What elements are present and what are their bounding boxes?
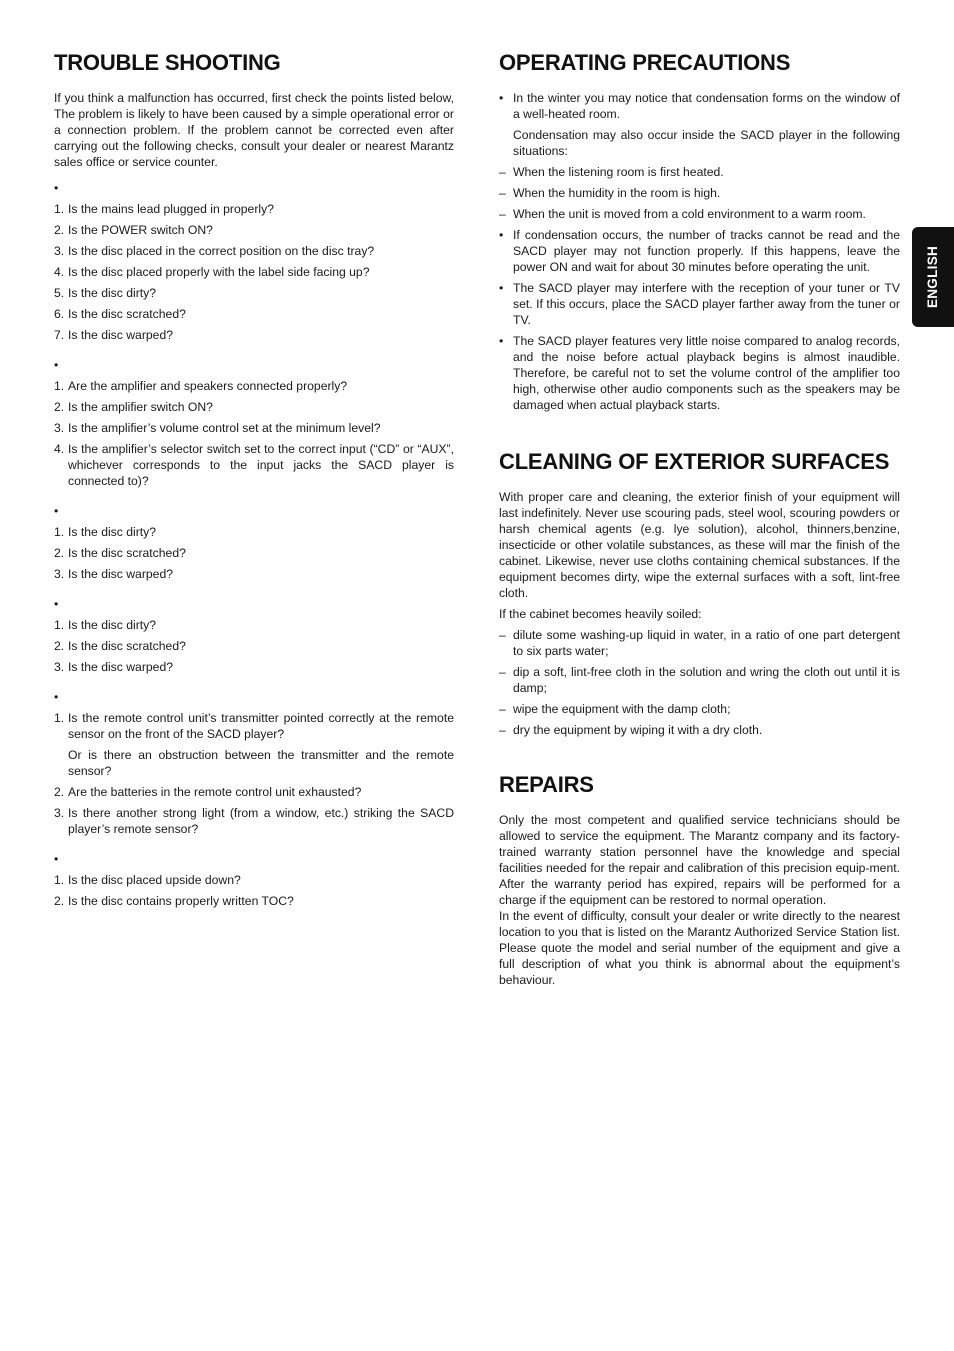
check-item-number: 2.	[54, 546, 65, 560]
cleaning-step	[499, 722, 900, 738]
precaution-item	[499, 185, 900, 201]
check-item-text: Is the disc warped?	[68, 328, 174, 342]
cleaning-title: CLEANING OF EXTERIOR SURFACES	[499, 449, 890, 474]
cleaning-section	[499, 449, 900, 738]
check-item-number: 2.	[54, 400, 65, 414]
repairs-paragraph-1: Only the most competent and qualified service technicians should be allowed to service the equipment. The Marantz company and its factory-trained warranty station personnel have the knowledge and special facilities needed for the repair and calibration of this precision equip-ment. After the warranty period has expired, repairs will be performed for a charge if the equipment can be restored to normal operation.	[499, 813, 900, 907]
bullet-icon: •	[54, 504, 59, 518]
precaution-item	[499, 333, 900, 413]
check-item-text: Is the disc warped?	[68, 660, 174, 674]
check-item-number: 1.	[54, 525, 65, 539]
bullet-icon: •	[499, 228, 504, 242]
check-item-number: 1.	[54, 379, 65, 393]
check-item-text: Is the mains lead plugged in properly?	[68, 202, 274, 216]
precaution-item	[499, 164, 900, 180]
check-group-bullet	[54, 180, 454, 196]
cleaning-step-text: dilute some washing-up liquid in water, in a ratio of one part detergent to six parts water;	[513, 628, 900, 658]
check-item-text: Are the batteries in the remote control unit exhausted?	[68, 785, 362, 799]
check-item-note: Or is there an obstruction between the transmitter and the remote sensor?	[68, 748, 454, 778]
bullet-icon: •	[499, 91, 504, 105]
check-item-text: Is the disc scratched?	[68, 639, 186, 653]
check-item-number: 2.	[54, 639, 65, 653]
check-item	[54, 784, 454, 800]
cleaning-step-text: wipe the equipment with the damp cloth;	[513, 702, 731, 716]
operating-precautions-title: OPERATING PRECAUTIONS	[499, 50, 791, 75]
precaution-text: When the unit is moved from a cold environment to a warm room.	[513, 207, 866, 221]
check-item-text: Is the disc dirty?	[68, 286, 157, 300]
check-group-bullet	[54, 689, 454, 705]
dash-icon: –	[499, 702, 506, 716]
check-item-number: 3.	[54, 244, 65, 258]
precaution-text: In the winter you may notice that condensation forms on the window of a well-heated room.	[513, 91, 900, 121]
check-item	[54, 378, 454, 394]
trouble-check-groups	[54, 180, 454, 909]
check-item-text: Is there another strong light (from a window, etc.) striking the SACD player’s remote sensor?	[68, 806, 454, 836]
check-item-text: Is the disc scratched?	[68, 546, 186, 560]
check-item	[54, 659, 454, 675]
language-tab	[912, 227, 954, 327]
precaution-text: When the humidity in the room is high.	[513, 186, 721, 200]
check-item-number: 5.	[54, 286, 65, 300]
bullet-icon: •	[54, 852, 59, 866]
precaution-item	[499, 227, 900, 275]
check-item-text: Is the amplifier’s volume control set at the minimum level?	[68, 421, 381, 435]
bullet-icon: •	[54, 690, 59, 704]
cleaning-paragraph-1: With proper care and cleaning, the exterior finish of your equipment will last indefinitely. Never use scouring pads, steel wool, scouring powders or harsh chemical agents (e.g. lye solution), alcohol, thinners,benzine, insecticide or other volatile substances, as these will mar the finish of the cabinet. Likewise, never use cloths containing chemical substances. If the equipment becomes dirty, wipe the external surfaces with a soft, lint-free cloth.	[499, 490, 900, 600]
cleaning-step-text: dry the equipment by wiping it with a dry cloth.	[513, 723, 763, 737]
check-item	[54, 638, 454, 654]
check-item	[54, 545, 454, 561]
check-item	[54, 893, 454, 909]
check-item	[54, 710, 454, 779]
bullet-icon: •	[499, 281, 504, 295]
language-tab-label: ENGLISH	[925, 245, 941, 309]
precaution-text: The SACD player features very little noise compared to analog records, and the noise before actual playback begins is almost inaudible. Therefore, be careful not to set the volume control of the amplifier too high, otherwise other audio components such as the speakers may be damaged when actual playback starts.	[513, 334, 900, 412]
check-item	[54, 264, 454, 280]
check-item-text: Is the disc scratched?	[68, 307, 186, 321]
precaution-item	[499, 90, 900, 122]
check-item	[54, 617, 454, 633]
precaution-text: When the listening room is first heated.	[513, 165, 724, 179]
trouble-shooting-intro: If you think a malfunction has occurred, first check the points listed below, The problem is likely to have been caused by a simple operational error or a connection problem. If the problem cannot be corrected even after carrying out the following checks, consult your dealer or nearest Marantz sales office or service counter.	[54, 91, 454, 169]
trouble-shooting-title: TROUBLE SHOOTING	[54, 50, 281, 75]
check-item-number: 4.	[54, 265, 65, 279]
repairs-paragraph-2: In the event of difficulty, consult your dealer or write directly to the nearest location to you that is listed on the Marantz Authorized Service Station list. Please quote the model and serial number of the equipment and give a full description of what you think is abnormal about the equipment’s behaviour.	[499, 909, 900, 987]
operating-precautions-section	[499, 50, 900, 413]
dash-icon: –	[499, 186, 506, 200]
check-item-number: 3.	[54, 421, 65, 435]
left-column	[54, 50, 454, 914]
repairs-title: REPAIRS	[499, 772, 594, 797]
check-item-text: Is the disc contains properly written TOC?	[68, 894, 294, 908]
check-item	[54, 420, 454, 436]
check-item	[54, 222, 454, 238]
trouble-shooting-section	[54, 50, 454, 909]
check-item-number: 6.	[54, 307, 65, 321]
check-item-number: 1.	[54, 711, 65, 725]
cleaning-steps-list	[499, 627, 900, 738]
cleaning-step-text: dip a soft, lint-free cloth in the solution and wring the cloth out until it is damp;	[513, 665, 900, 695]
dash-icon: –	[499, 207, 506, 221]
check-item-text: Is the disc placed properly with the label side facing up?	[68, 265, 370, 279]
check-item-number: 2.	[54, 223, 65, 237]
check-item-text: Is the disc dirty?	[68, 525, 157, 539]
check-group-bullet	[54, 851, 454, 867]
check-item-number: 1.	[54, 202, 65, 216]
precautions-list	[499, 90, 900, 413]
check-item	[54, 306, 454, 322]
check-item-number: 1.	[54, 873, 65, 887]
check-item-number: 7.	[54, 328, 65, 342]
check-item-number: 4.	[54, 442, 65, 456]
check-item	[54, 805, 454, 837]
precaution-text: The SACD player may interfere with the reception of your tuner or TV set. If this occurs, place the SACD player farther away from the tuner or TV.	[513, 281, 900, 327]
check-item-text: Is the disc placed in the correct position on the disc tray?	[68, 244, 375, 258]
bullet-icon: •	[54, 358, 59, 372]
check-item	[54, 872, 454, 888]
check-item-text: Is the remote control unit’s transmitter pointed correctly at the remote sensor on the front of the SACD player?	[68, 711, 454, 741]
check-item-number: 1.	[54, 618, 65, 632]
check-item-text: Is the POWER switch ON?	[68, 223, 213, 237]
repairs-section	[499, 772, 900, 988]
check-item-text: Is the amplifier switch ON?	[68, 400, 213, 414]
bullet-icon: •	[499, 334, 504, 348]
check-item	[54, 201, 454, 217]
check-item-text: Is the disc warped?	[68, 567, 174, 581]
check-item-text: Is the disc dirty?	[68, 618, 157, 632]
check-item-text: Is the amplifier’s selector switch set to the correct input (“CD” or “AUX”, whichever corresponds to the input jacks the SACD player is connected to)?	[68, 442, 454, 488]
check-group-bullet	[54, 596, 454, 612]
check-item-number: 2.	[54, 894, 65, 908]
dash-icon: –	[499, 628, 506, 642]
cleaning-paragraph-2: If the cabinet becomes heavily soiled:	[499, 607, 702, 621]
check-item	[54, 285, 454, 301]
right-column	[499, 50, 900, 993]
check-item	[54, 441, 454, 489]
precaution-text: If condensation occurs, the number of tracks cannot be read and the SACD player may not function properly. If this happens, leave the power ON and wait for about 30 minutes before operating the unit.	[513, 228, 900, 274]
check-item-text: Is the disc placed upside down?	[68, 873, 241, 887]
check-item-number: 2.	[54, 785, 65, 799]
precaution-note: Condensation may also occur inside the SACD player in the following situations:	[513, 128, 900, 158]
bullet-icon: •	[54, 181, 59, 195]
check-item-number: 3.	[54, 806, 65, 820]
dash-icon: –	[499, 665, 506, 679]
check-group-bullet	[54, 503, 454, 519]
cleaning-step	[499, 627, 900, 659]
dash-icon: –	[499, 723, 506, 737]
check-item-text: Are the amplifier and speakers connected properly?	[68, 379, 348, 393]
check-item	[54, 243, 454, 259]
precaution-item	[499, 206, 900, 222]
check-group-bullet	[54, 357, 454, 373]
check-item-number: 3.	[54, 567, 65, 581]
check-item	[54, 399, 454, 415]
dash-icon: –	[499, 165, 506, 179]
check-item	[54, 524, 454, 540]
bullet-icon: •	[54, 597, 59, 611]
check-item	[54, 327, 454, 343]
cleaning-step	[499, 701, 900, 717]
precaution-item	[499, 280, 900, 328]
cleaning-step	[499, 664, 900, 696]
check-item-number: 3.	[54, 660, 65, 674]
check-item	[54, 566, 454, 582]
